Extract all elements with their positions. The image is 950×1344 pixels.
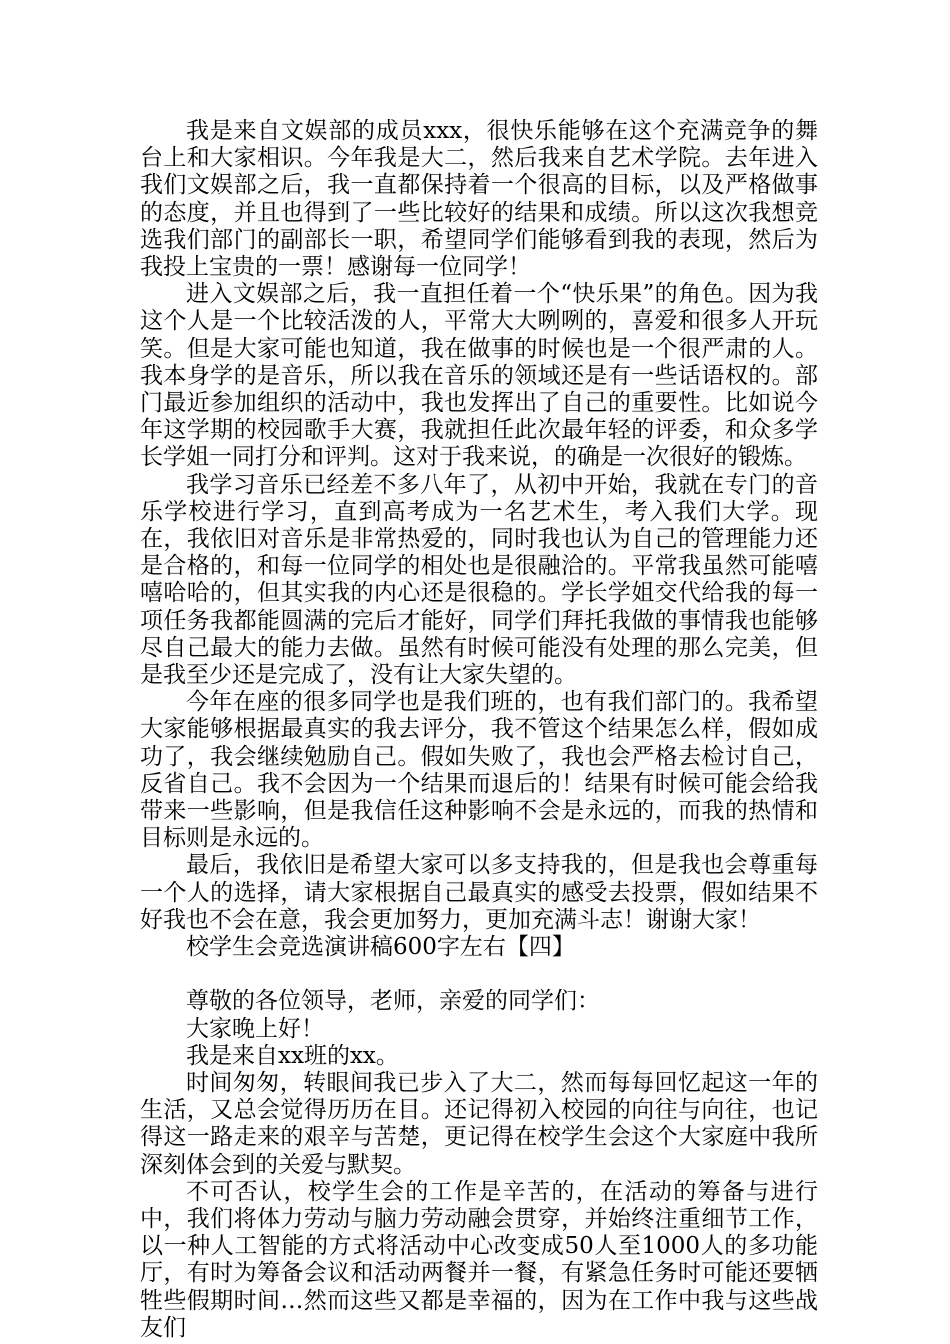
paragraph-closing: 最后，我依旧是希望大家可以多支持我的，但是我也会尊重每一个人的选择，请大家根据自己最真实的感受去投票，假如结果不好我也不会在意，我会更加努力，更加充满斗志！谢谢大家！ [140, 852, 818, 933]
blank-line [140, 961, 818, 988]
section-heading: 校学生会竞选演讲稿600字左右【四】 [186, 934, 575, 961]
paragraph-intro: 我是来自文娱部的成员xxx，很快乐能够在这个充满竞争的舞台上和大家相识。今年我是大二，然后我来自艺术学院。去年进入我们文娱部之后，我一直都保持着一个很高的目标，以及严格做事的态度，并且也得到了一些比较好的结果和成绩。所以这次我想竞选我们部门的副部长一职，希望同学们能够看到我的表现，然后为我投上宝贵的一票！感谢每一位同学！ [140, 118, 818, 281]
paragraph-greeting: 大家晚上好！ [186, 1015, 324, 1042]
paragraph-salutation: 尊敬的各位领导，老师，亲爱的同学们： [186, 988, 600, 1015]
paragraph-memories: 时间匆匆，转眼间我已步入了大二，然而每每回忆起这一年的生活，又总会觉得历历在目。还记得初入校园的向往与向往，也记得这一路走来的艰辛与苦楚，更记得在校学生会这个大家庭中我所深刻体会到的关爱与默契。 [140, 1069, 818, 1178]
paragraph-music: 我学习音乐已经差不多八年了，从初中开始，我就在专门的音乐学校进行学习，直到高考成为一名艺术生，考入我们大学。现在，我依旧对音乐是非常热爱的，同时我也认为自己的管理能力还是合格的，和每一位同学的相处也是很融洽的。平常我虽然可能嘻嘻哈哈的，但其实我的内心还是很稳的。学长学姐交代给我的每一项任务我都能圆满的完后才能好，同学们拜托我做的事情我也能够尽自己最大的能力去做。虽然有时候可能没有处理的那么完美，但是我至少还是完成了，没有让大家失望的。 [140, 471, 818, 689]
paragraph-self-intro: 我是来自xx班的xx。 [186, 1042, 399, 1069]
document-page [140, 118, 818, 1342]
paragraph-vote: 今年在座的很多同学也是我们班的，也有我们部门的。我希望大家能够根据最真实的我去评分，我不管这个结果怎么样，假如成功了，我会继续勉励自己。假如失败了，我也会严格去检讨自己，反省自己。我不会因为一个结果而退后的！结果有时候可能会给我带来一些影响，但是我信任这种影响不会是永远的，而我的热情和目标则是永远的。 [140, 689, 818, 852]
paragraph-work: 不可否认，校学生会的工作是辛苦的，在活动的筹备与进行中，我们将体力劳动与脑力劳动融会贯穿，并始终注重细节工作，以一种人工智能的方式将活动中心改变成50人至1000人的多功能厅，有时为筹备会议和活动两餐并一餐，有紧急任务时可能还要牺牲些假期时间…然而这些又都是幸福的，因为在工作中我与这些战友们 [140, 1178, 818, 1341]
paragraph-role: 进入文娱部之后，我一直担任着一个“快乐果”的角色。因为我这个人是一个比较活泼的人，平常大大咧咧的，喜爱和很多人开玩笑。但是大家可能也知道，我在做事的时候也是一个很严肃的人。我本身学的是音乐，所以我在音乐的领域还是有一些话语权的。部门最近参加组织的活动中，我也发挥出了自己的重要性。比如说今年这学期的校园歌手大赛，我就担任此次最年轻的评委，和众多学长学姐一同打分和评判。这对于我来说，的确是一次很好的锻炼。 [140, 281, 818, 471]
